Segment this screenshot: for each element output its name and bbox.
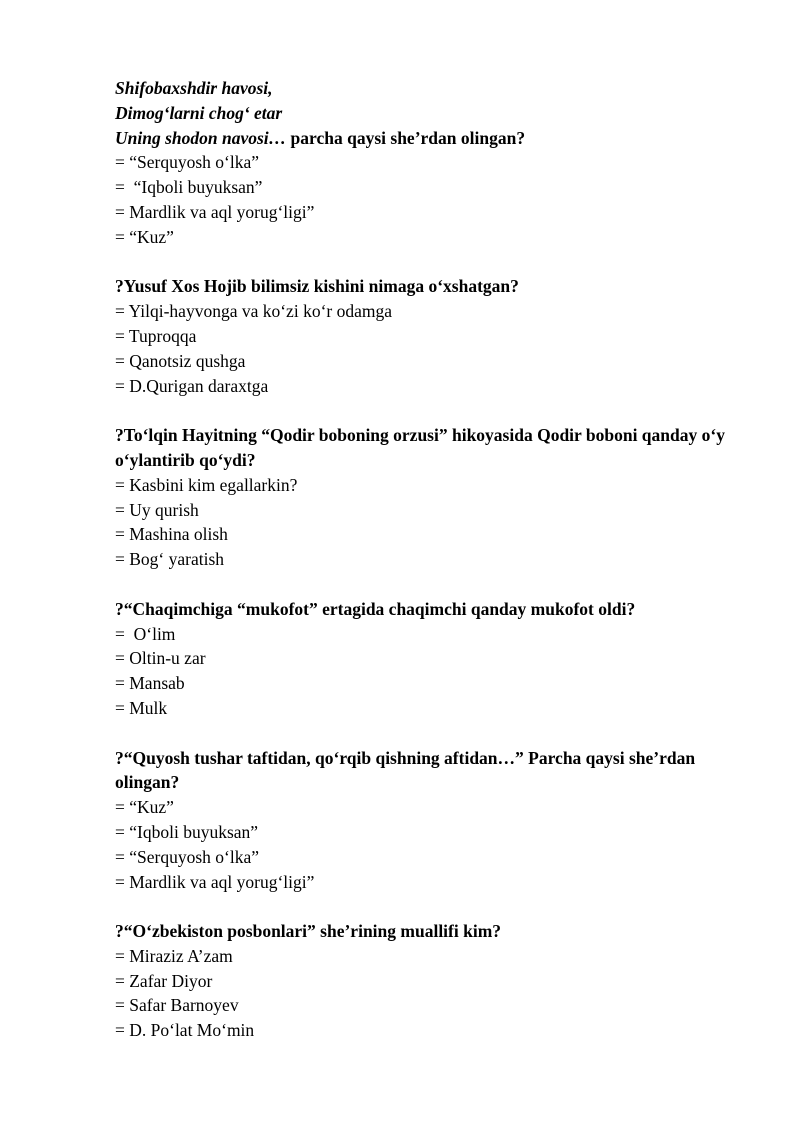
answer-option: = Miraziz A’zam xyxy=(115,945,233,966)
question-text: parcha qaysi she’rdan olingan? xyxy=(286,127,526,148)
poem-question-line xyxy=(115,126,755,151)
answer-option: = “Serquyosh o‘lka” xyxy=(115,846,259,867)
question-text: ?“Chaqimchiga “mukofot” ertagida chaqimchi qanday mukofot oldi? xyxy=(115,598,636,619)
answer-option: = Mardlik va aql yorug‘ligi” xyxy=(115,871,315,892)
answer-option: = Bog‘ yaratish xyxy=(115,549,225,570)
answer-option: = “Kuz” xyxy=(115,226,174,247)
answer-option: = Oltin-u zar xyxy=(115,648,206,669)
answer-option: = Safar Barnoyev xyxy=(115,995,239,1016)
question-text: ?“O‘zbekiston posbonlari” she’rining muallifi kim? xyxy=(115,921,502,942)
question-text: ?To‘lqin Hayitning “Qodir boboning orzusi” hikoyasida Qodir boboni qanday o‘y o‘ylantirib qo‘ydi? xyxy=(115,425,725,470)
answer-option: = Mulk xyxy=(115,697,168,718)
answer-option: = Yilqi-hayvonga va ko‘zi ko‘r odamga xyxy=(115,301,392,322)
answer-option: = Kasbini kim egallarkin? xyxy=(115,474,298,495)
poem-line: Shifobaxshdir havosi, xyxy=(115,78,273,98)
poem-line: Uning shodon navosi… xyxy=(115,127,287,148)
question-block xyxy=(115,746,755,895)
answer-option: = Uy qurish xyxy=(115,499,199,520)
answer-option: = “Kuz” xyxy=(115,797,174,818)
question-block xyxy=(115,274,755,398)
answer-option: = “Iqboli buyuksan” xyxy=(115,821,259,842)
answer-option: = Zafar Diyor xyxy=(115,970,213,991)
question-block xyxy=(115,919,755,1043)
question-text: ?“Quyosh tushar taftidan, qo‘rqib qishning aftidan…” Parcha qaysi she’rdan olingan? xyxy=(115,747,696,793)
answer-option: = O‘lim xyxy=(115,623,176,644)
answer-option: = Tuproqqa xyxy=(115,325,197,346)
question-block xyxy=(115,423,755,572)
answer-option: = Mardlik va aql yorug‘ligi” xyxy=(115,201,315,222)
document-page xyxy=(115,76,755,1043)
intro-block xyxy=(115,76,755,250)
answer-option: = D.Qurigan daraxtga xyxy=(115,375,269,396)
poem-line: Dimog‘larni chog‘ etar xyxy=(115,102,283,123)
question-block xyxy=(115,597,755,721)
answer-option: = Qanotsiz qushga xyxy=(115,350,246,371)
answer-option: = Mansab xyxy=(115,673,185,694)
answer-option: = “Iqboli buyuksan” xyxy=(115,177,263,198)
answer-option: = “Serquyosh o‘lka” xyxy=(115,152,259,173)
answer-option: = Mashina olish xyxy=(115,524,228,545)
question-text: ?Yusuf Xos Hojib bilimsiz kishini nimaga o‘xshatgan? xyxy=(115,276,519,297)
answer-option: = D. Po‘lat Mo‘min xyxy=(115,1020,255,1041)
